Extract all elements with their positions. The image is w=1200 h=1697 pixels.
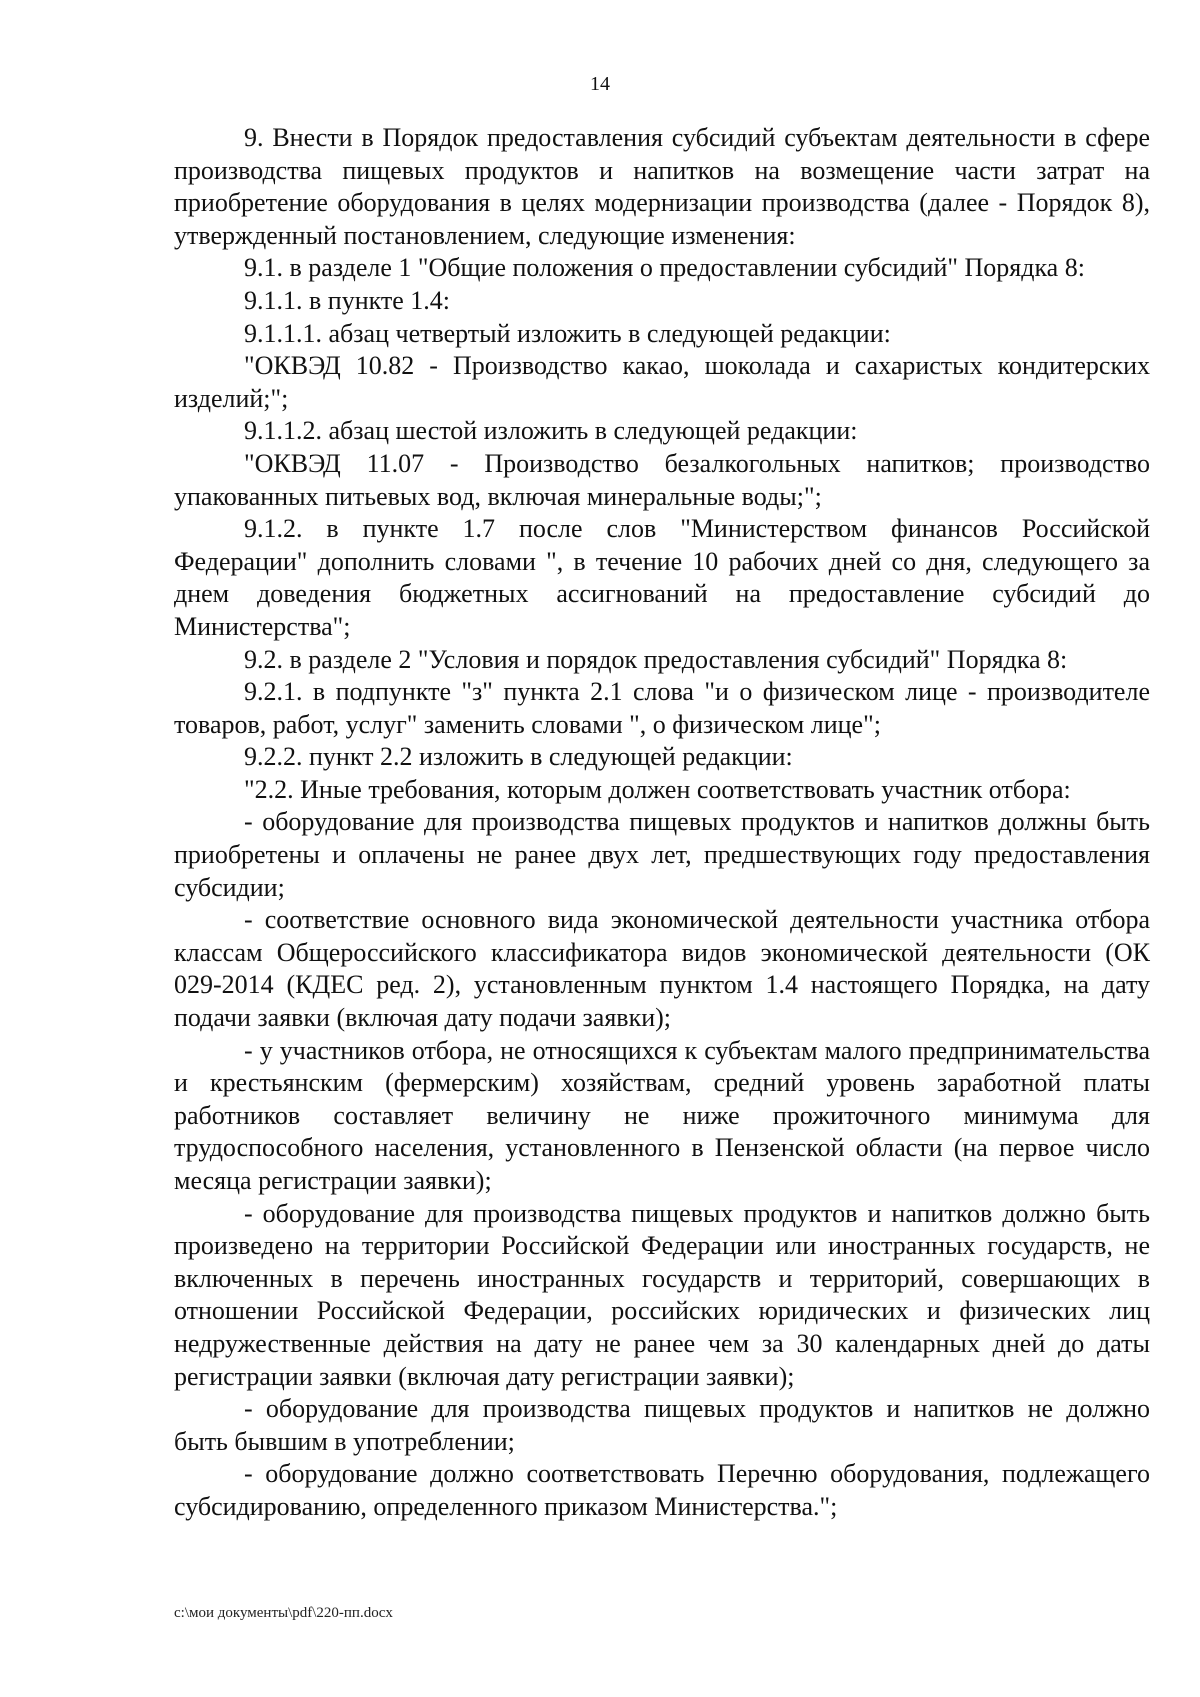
paragraph: 9.1.2. в пункте 1.7 после слов "Министерством финансов Российской Федерации" дополнить словами ", в течение 10 рабочих дней со дня, следующего за днем доведения бюджетных ассигнований на предоставление субсидий до Министерства"; (174, 514, 1150, 641)
paragraph: 9.2. в разделе 2 "Условия и порядок предоставления субсидий" Порядка 8: (244, 644, 1068, 674)
document-body (174, 122, 1150, 1524)
paragraph: "2.2. Иные требования, которым должен соответствовать участник отбора: (244, 774, 1071, 804)
footer-file-path: c:\мои документы\pdf\220-пп.docx (174, 1605, 393, 1621)
paragraph: 9.2.2. пункт 2.2 изложить в следующей редакции: (244, 742, 793, 772)
paragraph: 9. Внести в Порядок предоставления субсидий субъектам деятельности в сфере производства пищевых продуктов и напитков на возмещение части затрат на приобретение оборудования в целях модернизации производства (далее - Порядок 8), утвержденный постановлением, следующие изменения: (174, 123, 1150, 250)
list-item: - оборудование для производства пищевых продуктов и напитков не должно быть бывшим в употреблении; (174, 1394, 1150, 1456)
paragraph: "ОКВЭД 10.82 - Производство какао, шоколада и сахаристых кондитерских изделий;"; (174, 351, 1150, 413)
list-item: - оборудование должно соответствовать Перечню оборудования, подлежащего субсидированию, определенного приказом Министерства."; (174, 1459, 1150, 1521)
paragraph: 9.1.1. в пункте 1.4: (244, 285, 451, 315)
list-item: - у участников отбора, не относящихся к субъектам малого предпринимательства и крестьянским (фермерским) хозяйствам, средний уровень заработной платы работников составляет величину не ниже прожиточного минимума для трудоспособного населения, установленного в Пензенской области (на первое число месяца регистрации заявки); (174, 1035, 1150, 1195)
paragraph: 9.2.1. в подпункте "з" пункта 2.1 слова "и о физическом лице - производителе товаров, работ, услуг" заменить словами ", о физическом лице"; (174, 677, 1150, 739)
list-item: - оборудование для производства пищевых продуктов и напитков должно быть произведено на территории Российской Федерации или иностранных государств, не включенных в перечень иностранных государств и территорий, совершающих в отношении Российской Федерации, российских юридических и физических лиц недружественные действия на дату не ранее чем за 30 календарных дней до даты регистрации заявки (включая дату регистрации заявки); (174, 1198, 1150, 1391)
paragraph: "ОКВЭД 11.07 - Производство безалкогольных напитков; производство упакованных питьевых вод, включая минеральные воды;"; (174, 448, 1150, 511)
list-item: - оборудование для производства пищевых продуктов и напитков должны быть приобретены и оплачены не ранее двух лет, предшествующих году предоставления субсидии; (174, 807, 1150, 902)
paragraph: 9.1. в разделе 1 "Общие положения о предоставлении субсидий" Порядка 8: (244, 253, 1085, 283)
page-number: 14 (590, 73, 610, 95)
paragraph: 9.1.1.1. абзац четвертый изложить в следующей редакции: (244, 318, 891, 348)
list-item: - соответствие основного вида экономической деятельности участника отбора классам Общероссийского классификатора видов экономической деятельности (ОК 029-2014 (КДЕС ред. 2), установленным пунктом 1.4 настоящего Порядка, на дату подачи заявки (включая дату подачи заявки); (174, 905, 1150, 1033)
paragraph: 9.1.1.2. абзац шестой изложить в следующей редакции: (244, 416, 858, 446)
